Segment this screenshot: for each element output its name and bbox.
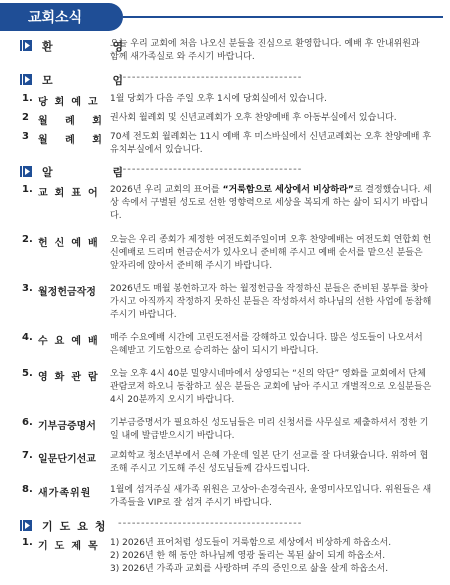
item-text: 오늘 오후 4시 40분 밀양시네마에서 상영되는 “신의 악단” 영화를 교회에서 단체관람코져 하오니 동참하고 싶은 분들은 교회에 남아 주시고 개별적으로 오실분들은 4시 20분까지 오시기 바랍니다.: [110, 369, 432, 405]
section-title-welcome: 환 영: [42, 40, 152, 53]
item-label: 헌신예배: [38, 238, 105, 249]
section-marker-icon: [20, 74, 32, 85]
section-meetings: [0, 72, 450, 86]
section-divider: ----------------------------------------: [118, 518, 303, 529]
item-label: 당회예고: [38, 97, 105, 108]
section-marker-icon: [20, 166, 32, 177]
item-label: 월 례 회: [38, 135, 109, 146]
item-text: 2026년도 매월 봉헌하고자 하는 월정헌금을 작정하신 분들은 준비된 봉투를 찾아가시고 아직까지 작정하지 못하신 분들은 작성하셔서 하나님의 선한 사업에 동참해 주시기 바랍니다.: [110, 284, 432, 320]
item-text: 교회학교 청소년부에서 은혜 가운데 일본 단기 선교를 잘 다녀왔습니다. 위하여 협조해 주시고 기도해 주신 성도님들께 감사드립니다.: [110, 451, 429, 474]
item-label: 기부금증명서: [38, 421, 96, 432]
item-text: 70세 전도회 월례회는 11시 예배 후 미스바실에서 신년교례회는 오후 찬양예배 후 유치부실에서 있습니다.: [110, 132, 432, 155]
header-divider: [123, 16, 443, 18]
item-number: 3.: [22, 283, 33, 294]
item-text-post: 로 결정했습니다. 세상 속에서 구별된 성도로 선한 영향력으로 세상을 복되게 하는 삶이 되시기 바랍니다.: [110, 185, 432, 221]
item-label: 수요예배: [38, 336, 105, 347]
item-number: 7.: [22, 450, 33, 461]
prayer-line: 2) 2026년 한 해 동안 하나님께 영광 돌리는 복된 삶이 되게 하옵소서.: [110, 551, 386, 561]
section-title-meetings: 모 임: [42, 74, 152, 87]
item-number: 1.: [22, 184, 33, 195]
item-label: 새가족위원: [38, 488, 92, 499]
prayer-line: 3) 2026년 가족과 교회를 사랑하며 주의 증인으로 삶을 살게 하옵소서.: [110, 564, 389, 574]
item-text: 1월 당회가 다음 주일 오후 1시에 당회실에서 있습니다.: [110, 94, 327, 104]
item-number: 6.: [22, 417, 33, 428]
church-motto: “거룩함으로 세상에서 비상하라”: [222, 185, 354, 195]
welcome-text: 오늘 우리 교회에 처음 나오신 분들을 진심으로 환영합니다. 예배 후 안내위원과 함께 새가족실로 와 주시기 바랍니다.: [110, 39, 420, 62]
item-number: 5.: [22, 368, 33, 379]
header: [0, 0, 450, 34]
item-text: 기부금증명서가 필요하신 성도님들은 미리 신청서를 사무실로 제출하셔서 정한 기일 내에 발급받으시기 바랍니다.: [110, 418, 429, 441]
item-text: [110, 184, 432, 223]
section-title-notices: 알 림: [42, 166, 152, 179]
section-prayer: [0, 518, 450, 532]
section-divider: ----------------------------------------: [118, 164, 303, 175]
section-welcome: [0, 38, 450, 68]
item-text: 오늘은 우리 종회가 제정한 여전도회주일이며 오후 찬양예배는 여전도회 연합회 헌신예배로 드리며 헌금순서가 있사오니 준비해 주시고 예배 순서를 맡으신 분들은 앞자리에 앉아서 준비해 주시기 바랍니다.: [110, 235, 432, 271]
section-title-prayer: 기도요청: [42, 520, 113, 533]
item-text: 매주 수요예배 시간에 고린도전서를 강해하고 있습니다. 많은 성도들이 나오셔서 은혜받고 기도함으로 승리하는 삶이 되시기 바랍니다.: [110, 333, 423, 356]
item-label: 교회표어: [38, 188, 105, 199]
prayer-line: 1) 2026년 표어처럼 성도들이 거룩함으로 세상에서 비상하게 하옵소서.: [110, 538, 392, 548]
item-text: 1월에 섬겨주실 새가족 위원은 고상아·손경숙권사, 윤영미사모입니다. 위원들은 새 가족들을 VIP로 잘 섬겨 주시기 바랍니다.: [110, 485, 432, 508]
item-number: 1.: [22, 537, 33, 548]
item-number: 8.: [22, 484, 33, 495]
item-label: 기도제목: [38, 541, 105, 552]
item-text: 권사회 월례회 및 신년교례회가 오후 찬양예배 후 아동부실에서 있습니다.: [110, 113, 397, 123]
page-title: 교회소식: [0, 3, 123, 31]
section-marker-icon: [20, 40, 32, 51]
item-number: 2: [22, 112, 29, 123]
item-number: 2.: [22, 234, 33, 245]
item-text: [110, 537, 432, 576]
item-number: 1.: [22, 93, 33, 104]
item-label: 일문단기선교: [38, 454, 96, 465]
item-text-pre: 2026년 우리 교회의 표어를: [110, 185, 223, 195]
item-label: 월 례 회: [38, 116, 109, 127]
item-number: 4.: [22, 332, 33, 343]
section-marker-icon: [20, 520, 32, 531]
item-label: 월정헌금작정: [38, 287, 96, 298]
section-notices: [0, 164, 450, 178]
item-number: 3: [22, 131, 29, 142]
section-divider: ----------------------------------------: [118, 72, 303, 83]
item-label: 영화관람: [38, 372, 105, 383]
